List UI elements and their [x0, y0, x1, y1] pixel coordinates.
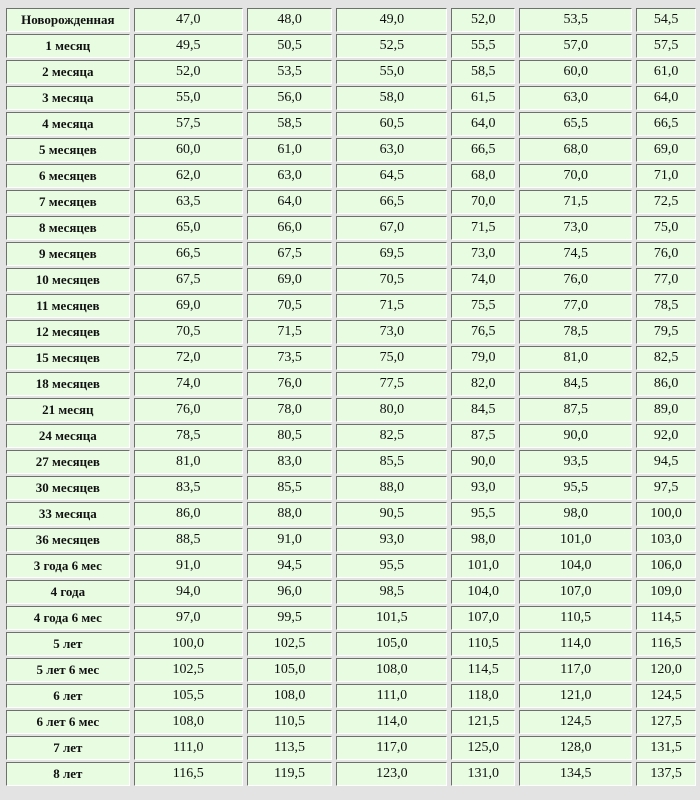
value-cell: 70,0: [519, 164, 632, 188]
value-cell: 88,0: [336, 476, 447, 500]
value-cell: 52,5: [336, 34, 447, 58]
value-cell: 114,0: [519, 632, 632, 656]
table-row: [6, 268, 696, 292]
value-cell: 69,0: [134, 294, 243, 318]
value-cell: 67,5: [134, 268, 243, 292]
value-cell: 73,0: [451, 242, 515, 266]
value-cell: 75,0: [336, 346, 447, 370]
value-cell: 114,5: [636, 606, 696, 630]
value-cell: 53,5: [247, 60, 332, 84]
value-cell: 88,0: [247, 502, 332, 526]
age-label-cell: 10 месяцев: [6, 268, 130, 292]
value-cell: 58,5: [247, 112, 332, 136]
value-cell: 61,0: [247, 138, 332, 162]
value-cell: 61,5: [451, 86, 515, 110]
table-row: [6, 684, 696, 708]
value-cell: 85,5: [247, 476, 332, 500]
value-cell: 97,0: [134, 606, 243, 630]
value-cell: 63,0: [336, 138, 447, 162]
value-cell: 100,0: [636, 502, 696, 526]
table-row: [6, 476, 696, 500]
value-cell: 94,5: [247, 554, 332, 578]
age-label-cell: 4 года 6 мес: [6, 606, 130, 630]
value-cell: 71,5: [451, 216, 515, 240]
value-cell: 125,0: [451, 736, 515, 760]
age-label-cell: 2 месяца: [6, 60, 130, 84]
value-cell: 52,0: [451, 8, 515, 32]
table-row: [6, 60, 696, 84]
table-row: [6, 138, 696, 162]
table-row: [6, 34, 696, 58]
value-cell: 110,5: [519, 606, 632, 630]
table-row: [6, 164, 696, 188]
value-cell: 131,0: [451, 762, 515, 786]
value-cell: 93,0: [336, 528, 447, 552]
value-cell: 91,0: [247, 528, 332, 552]
value-cell: 60,5: [336, 112, 447, 136]
height-table-body: [6, 8, 696, 786]
value-cell: 120,0: [636, 658, 696, 682]
value-cell: 76,0: [247, 372, 332, 396]
age-label-cell: 3 месяца: [6, 86, 130, 110]
value-cell: 116,5: [636, 632, 696, 656]
age-label-cell: 24 месяца: [6, 424, 130, 448]
value-cell: 84,5: [451, 398, 515, 422]
value-cell: 65,0: [134, 216, 243, 240]
value-cell: 114,0: [336, 710, 447, 734]
value-cell: 107,0: [451, 606, 515, 630]
value-cell: 80,0: [336, 398, 447, 422]
value-cell: 96,0: [247, 580, 332, 604]
age-label-cell: 1 месяц: [6, 34, 130, 58]
table-row: [6, 216, 696, 240]
table-row: [6, 398, 696, 422]
table-row: [6, 372, 696, 396]
value-cell: 78,5: [636, 294, 696, 318]
age-label-cell: 4 месяца: [6, 112, 130, 136]
value-cell: 81,0: [519, 346, 632, 370]
value-cell: 74,0: [451, 268, 515, 292]
value-cell: 74,0: [134, 372, 243, 396]
table-row: [6, 632, 696, 656]
value-cell: 101,0: [519, 528, 632, 552]
value-cell: 71,5: [519, 190, 632, 214]
value-cell: 86,0: [636, 372, 696, 396]
table-row: [6, 606, 696, 630]
value-cell: 60,0: [519, 60, 632, 84]
value-cell: 106,0: [636, 554, 696, 578]
value-cell: 90,5: [336, 502, 447, 526]
value-cell: 58,0: [336, 86, 447, 110]
value-cell: 104,0: [519, 554, 632, 578]
age-label-cell: 7 лет: [6, 736, 130, 760]
table-row: [6, 294, 696, 318]
value-cell: 76,5: [451, 320, 515, 344]
age-label-cell: 8 лет: [6, 762, 130, 786]
value-cell: 116,5: [134, 762, 243, 786]
age-label-cell: 30 месяцев: [6, 476, 130, 500]
value-cell: 63,0: [519, 86, 632, 110]
value-cell: 72,5: [636, 190, 696, 214]
age-label-cell: 6 месяцев: [6, 164, 130, 188]
value-cell: 76,0: [134, 398, 243, 422]
value-cell: 91,0: [134, 554, 243, 578]
value-cell: 121,0: [519, 684, 632, 708]
table-row: [6, 658, 696, 682]
value-cell: 73,0: [336, 320, 447, 344]
value-cell: 108,0: [247, 684, 332, 708]
value-cell: 69,0: [247, 268, 332, 292]
value-cell: 66,5: [336, 190, 447, 214]
table-row: [6, 502, 696, 526]
value-cell: 98,0: [519, 502, 632, 526]
value-cell: 78,5: [134, 424, 243, 448]
value-cell: 88,5: [134, 528, 243, 552]
table-row: [6, 8, 696, 32]
table-row: [6, 242, 696, 266]
value-cell: 79,5: [636, 320, 696, 344]
value-cell: 80,5: [247, 424, 332, 448]
value-cell: 82,0: [451, 372, 515, 396]
value-cell: 79,0: [451, 346, 515, 370]
value-cell: 50,5: [247, 34, 332, 58]
age-label-cell: 5 лет: [6, 632, 130, 656]
value-cell: 127,5: [636, 710, 696, 734]
value-cell: 83,5: [134, 476, 243, 500]
value-cell: 47,0: [134, 8, 243, 32]
table-row: [6, 346, 696, 370]
value-cell: 101,5: [336, 606, 447, 630]
table-row: [6, 528, 696, 552]
value-cell: 75,5: [451, 294, 515, 318]
value-cell: 54,5: [636, 8, 696, 32]
value-cell: 70,5: [247, 294, 332, 318]
value-cell: 63,0: [247, 164, 332, 188]
value-cell: 64,0: [636, 86, 696, 110]
value-cell: 78,0: [247, 398, 332, 422]
value-cell: 66,5: [451, 138, 515, 162]
table-row: [6, 580, 696, 604]
value-cell: 68,0: [451, 164, 515, 188]
age-label-cell: 3 года 6 мес: [6, 554, 130, 578]
value-cell: 102,5: [247, 632, 332, 656]
value-cell: 86,0: [134, 502, 243, 526]
age-label-cell: 11 месяцев: [6, 294, 130, 318]
value-cell: 109,0: [636, 580, 696, 604]
value-cell: 71,0: [636, 164, 696, 188]
value-cell: 108,0: [336, 658, 447, 682]
value-cell: 66,5: [134, 242, 243, 266]
table-row: [6, 736, 696, 760]
table-row: [6, 554, 696, 578]
value-cell: 103,0: [636, 528, 696, 552]
table-row: [6, 320, 696, 344]
value-cell: 73,5: [247, 346, 332, 370]
value-cell: 82,5: [636, 346, 696, 370]
value-cell: 119,5: [247, 762, 332, 786]
value-cell: 105,0: [247, 658, 332, 682]
value-cell: 89,0: [636, 398, 696, 422]
value-cell: 110,5: [451, 632, 515, 656]
value-cell: 105,5: [134, 684, 243, 708]
value-cell: 55,5: [451, 34, 515, 58]
value-cell: 104,0: [451, 580, 515, 604]
value-cell: 93,5: [519, 450, 632, 474]
value-cell: 108,0: [134, 710, 243, 734]
age-label-cell: 6 лет: [6, 684, 130, 708]
value-cell: 66,0: [247, 216, 332, 240]
value-cell: 57,0: [519, 34, 632, 58]
age-label-cell: 12 месяцев: [6, 320, 130, 344]
value-cell: 55,0: [336, 60, 447, 84]
value-cell: 49,0: [336, 8, 447, 32]
value-cell: 70,5: [336, 268, 447, 292]
value-cell: 98,0: [451, 528, 515, 552]
value-cell: 67,0: [336, 216, 447, 240]
age-label-cell: 33 месяца: [6, 502, 130, 526]
value-cell: 76,0: [519, 268, 632, 292]
value-cell: 78,5: [519, 320, 632, 344]
age-label-cell: 9 месяцев: [6, 242, 130, 266]
value-cell: 94,5: [636, 450, 696, 474]
value-cell: 71,5: [336, 294, 447, 318]
value-cell: 114,5: [451, 658, 515, 682]
value-cell: 95,5: [451, 502, 515, 526]
age-label-cell: 7 месяцев: [6, 190, 130, 214]
age-label-cell: 5 лет 6 мес: [6, 658, 130, 682]
value-cell: 137,5: [636, 762, 696, 786]
value-cell: 84,5: [519, 372, 632, 396]
value-cell: 52,0: [134, 60, 243, 84]
age-label-cell: 8 месяцев: [6, 216, 130, 240]
table-row: [6, 112, 696, 136]
value-cell: 128,0: [519, 736, 632, 760]
age-label-cell: 18 месяцев: [6, 372, 130, 396]
value-cell: 56,0: [247, 86, 332, 110]
value-cell: 95,5: [519, 476, 632, 500]
value-cell: 74,5: [519, 242, 632, 266]
value-cell: 101,0: [451, 554, 515, 578]
age-label-cell: 6 лет 6 мес: [6, 710, 130, 734]
value-cell: 124,5: [519, 710, 632, 734]
table-row: [6, 762, 696, 786]
value-cell: 102,5: [134, 658, 243, 682]
value-cell: 123,0: [336, 762, 447, 786]
value-cell: 69,5: [336, 242, 447, 266]
age-label-cell: Новорожденная: [6, 8, 130, 32]
age-label-cell: 5 месяцев: [6, 138, 130, 162]
value-cell: 53,5: [519, 8, 632, 32]
value-cell: 93,0: [451, 476, 515, 500]
value-cell: 72,0: [134, 346, 243, 370]
age-label-cell: 15 месяцев: [6, 346, 130, 370]
value-cell: 110,5: [247, 710, 332, 734]
value-cell: 99,5: [247, 606, 332, 630]
value-cell: 69,0: [636, 138, 696, 162]
value-cell: 87,5: [519, 398, 632, 422]
value-cell: 77,0: [519, 294, 632, 318]
value-cell: 82,5: [336, 424, 447, 448]
height-table: [2, 6, 700, 788]
value-cell: 61,0: [636, 60, 696, 84]
value-cell: 95,5: [336, 554, 447, 578]
value-cell: 94,0: [134, 580, 243, 604]
value-cell: 68,0: [519, 138, 632, 162]
value-cell: 48,0: [247, 8, 332, 32]
value-cell: 77,5: [336, 372, 447, 396]
value-cell: 57,5: [134, 112, 243, 136]
age-label-cell: 4 года: [6, 580, 130, 604]
value-cell: 65,5: [519, 112, 632, 136]
value-cell: 118,0: [451, 684, 515, 708]
table-row: [6, 86, 696, 110]
value-cell: 98,5: [336, 580, 447, 604]
value-cell: 117,0: [519, 658, 632, 682]
value-cell: 113,5: [247, 736, 332, 760]
table-row: [6, 450, 696, 474]
age-label-cell: 27 месяцев: [6, 450, 130, 474]
value-cell: 83,0: [247, 450, 332, 474]
value-cell: 73,0: [519, 216, 632, 240]
value-cell: 70,5: [134, 320, 243, 344]
value-cell: 71,5: [247, 320, 332, 344]
value-cell: 117,0: [336, 736, 447, 760]
value-cell: 134,5: [519, 762, 632, 786]
table-row: [6, 424, 696, 448]
value-cell: 105,0: [336, 632, 447, 656]
value-cell: 85,5: [336, 450, 447, 474]
value-cell: 90,0: [519, 424, 632, 448]
value-cell: 63,5: [134, 190, 243, 214]
value-cell: 62,0: [134, 164, 243, 188]
value-cell: 64,0: [247, 190, 332, 214]
value-cell: 58,5: [451, 60, 515, 84]
value-cell: 57,5: [636, 34, 696, 58]
value-cell: 60,0: [134, 138, 243, 162]
table-row: [6, 710, 696, 734]
value-cell: 90,0: [451, 450, 515, 474]
value-cell: 81,0: [134, 450, 243, 474]
value-cell: 77,0: [636, 268, 696, 292]
value-cell: 55,0: [134, 86, 243, 110]
table-row: [6, 190, 696, 214]
value-cell: 131,5: [636, 736, 696, 760]
value-cell: 121,5: [451, 710, 515, 734]
age-label-cell: 21 месяц: [6, 398, 130, 422]
value-cell: 124,5: [636, 684, 696, 708]
value-cell: 111,0: [134, 736, 243, 760]
value-cell: 66,5: [636, 112, 696, 136]
value-cell: 97,5: [636, 476, 696, 500]
value-cell: 92,0: [636, 424, 696, 448]
value-cell: 70,0: [451, 190, 515, 214]
value-cell: 64,5: [336, 164, 447, 188]
value-cell: 49,5: [134, 34, 243, 58]
value-cell: 111,0: [336, 684, 447, 708]
value-cell: 64,0: [451, 112, 515, 136]
value-cell: 75,0: [636, 216, 696, 240]
value-cell: 100,0: [134, 632, 243, 656]
value-cell: 107,0: [519, 580, 632, 604]
value-cell: 76,0: [636, 242, 696, 266]
value-cell: 67,5: [247, 242, 332, 266]
value-cell: 87,5: [451, 424, 515, 448]
age-label-cell: 36 месяцев: [6, 528, 130, 552]
